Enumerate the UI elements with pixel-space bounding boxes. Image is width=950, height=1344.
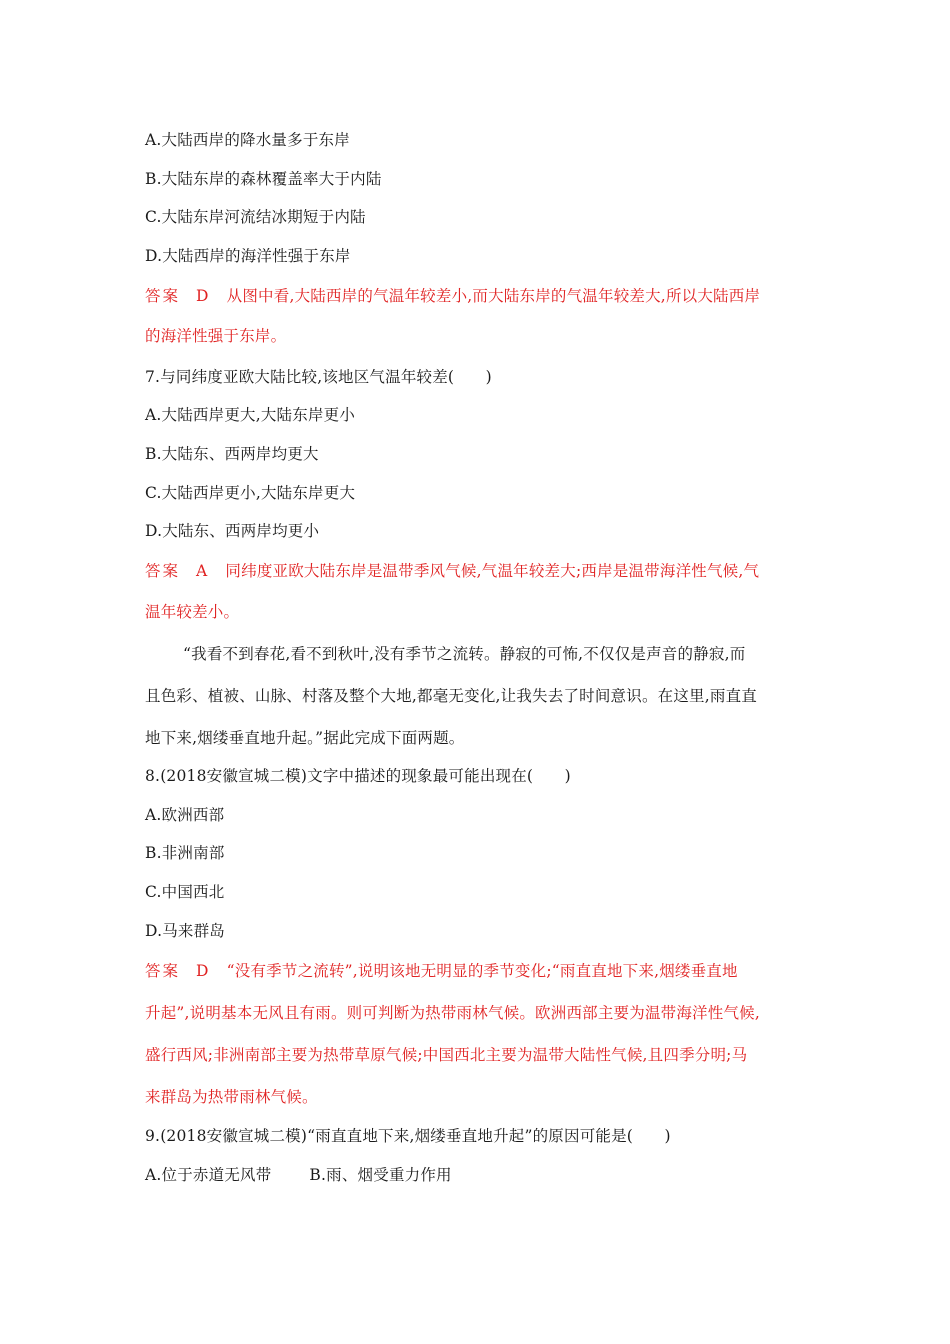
answer-tag: 答案 (145, 962, 181, 980)
q8-option-a: A.欧洲西部 (145, 806, 225, 824)
q7-answer-line-1 (145, 561, 759, 581)
q7-option-b: B.大陆东、西两岸均更大 (145, 445, 319, 463)
q6-answer-line-2: 的海洋性强于东岸。 (145, 327, 287, 345)
q7-stem: 7.与同纬度亚欧大陆比较,该地区气温年较差( ) (145, 368, 492, 386)
answer-key: A (196, 562, 208, 580)
q9-options-row (145, 1165, 452, 1185)
q9-stem: 9.(2018安徽宣城二模)“雨直直地下来,烟缕垂直地升起”的原因可能是( ) (145, 1127, 671, 1145)
q8-option-d: D.马来群岛 (145, 922, 226, 940)
q8-answer-line-2: 升起”,说明基本无风且有雨。则可判断为热带雨林气候。欧洲西部主要为温带海洋性气候, (145, 1004, 760, 1022)
q6-option-b: B.大陆东岸的森林覆盖率大于内陆 (145, 170, 382, 188)
q6-option-d: D.大陆西岸的海洋性强于东岸 (145, 247, 351, 265)
q6-option-a: A.大陆西岸的降水量多于东岸 (145, 131, 350, 149)
q8-answer-line-3: 盛行西风;非洲南部主要为热带草原气候;中国西北主要为温带大陆性气候,且四季分明;马 (145, 1046, 748, 1064)
answer-text: 从图中看,大陆西岸的气温年较差小,而大陆东岸的气温年较差大,所以大陆西岸 (226, 287, 761, 305)
q8-stem: 8.(2018安徽宣城二模)文字中描述的现象最可能出现在( ) (145, 767, 571, 785)
answer-text: “没有季节之流转”,说明该地无明显的季节变化;“雨直直地下来,烟缕垂直地 (226, 962, 738, 980)
passage-line-2: 且色彩、植被、山脉、村落及整个大地,都毫无变化,让我失去了时间意识。在这里,雨直直 (145, 687, 757, 705)
q6-answer-line-1 (145, 286, 760, 306)
answer-key: D (196, 962, 209, 980)
q7-option-c: C.大陆西岸更小,大陆东岸更大 (145, 484, 356, 502)
q8-option-b: B.非洲南部 (145, 844, 225, 862)
answer-key: D (196, 287, 209, 305)
q7-option-a: A.大陆西岸更大,大陆东岸更小 (145, 406, 356, 424)
q9-option-b: B.雨、烟受重力作用 (309, 1166, 452, 1184)
q7-option-d: D.大陆东、西两岸均更小 (145, 522, 320, 540)
q7-answer-line-2: 温年较差小。 (145, 603, 240, 621)
q9-option-a: A.位于赤道无风带 (145, 1166, 272, 1184)
q8-answer-line-4: 来群岛为热带雨林气候。 (145, 1088, 318, 1106)
answer-text: 同纬度亚欧大陆东岸是温带季风气候,气温年较差大;西岸是温带海洋性气候,气 (225, 562, 760, 580)
q8-answer-line-1 (145, 961, 738, 981)
answer-tag: 答案 (145, 562, 181, 580)
q8-option-c: C.中国西北 (145, 883, 225, 901)
passage-line-1: “我看不到春花,看不到秋叶,没有季节之流转。静寂的可怖,不仅仅是声音的静寂,而 (183, 645, 746, 663)
answer-tag: 答案 (145, 287, 181, 305)
q6-option-c: C.大陆东岸河流结冰期短于内陆 (145, 208, 366, 226)
passage-line-3: 地下来,烟缕垂直地升起。”据此完成下面两题。 (145, 729, 465, 747)
